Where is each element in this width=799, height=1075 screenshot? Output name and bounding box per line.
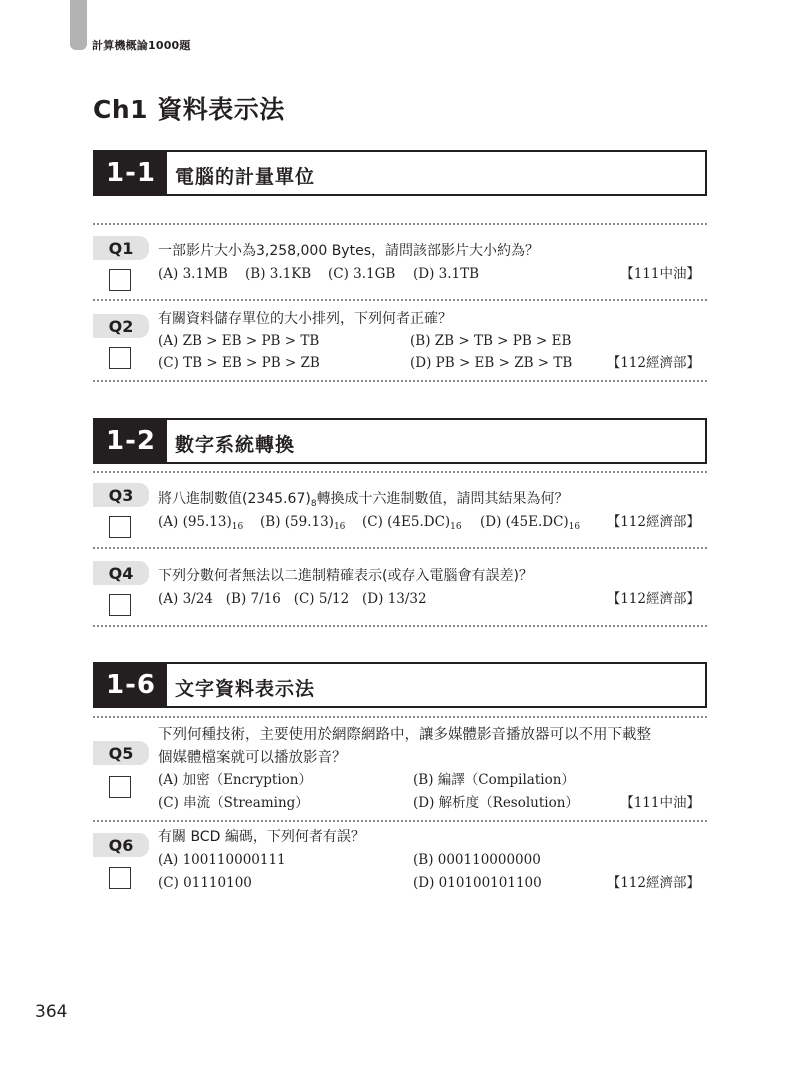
- option-c-q1: (C) 3.1GB: [328, 266, 396, 282]
- option-b-q5: (B) 編譯（Compilation）: [413, 772, 575, 788]
- source-q4: 【112經濟部】: [606, 591, 700, 607]
- question-stem-q5-line1: 下列何種技術，主要使用於網際網路中，讓多媒體影音播放器可以不用下載整: [158, 727, 651, 743]
- running-header: 計算機概論1000題: [92, 39, 191, 52]
- option-a-q2: (A) ZB > EB > PB > TB: [158, 333, 320, 349]
- source-q3: 【112經濟部】: [606, 514, 700, 530]
- section-number: 1-2: [95, 420, 167, 462]
- answer-box-q2[interactable]: [109, 347, 131, 369]
- answer-box-q6[interactable]: [109, 867, 131, 889]
- section-title: 數字系統轉換: [175, 433, 296, 456]
- section-title: 文字資料表示法: [175, 677, 316, 700]
- option-d-q1: (D) 3.1TB: [413, 266, 480, 282]
- option-b-q1: (B) 3.1KB: [245, 266, 312, 282]
- source-q5: 【111中油】: [620, 795, 700, 811]
- answer-box-q5[interactable]: [109, 776, 131, 798]
- question-stem-q4: 下列分數何者無法以二進制精確表示(或存入電腦會有誤差)？: [158, 568, 533, 584]
- dotted-divider: [93, 820, 707, 822]
- question-label-q5: Q5: [93, 741, 149, 765]
- option-d-q6: (D) 010100101100: [413, 875, 542, 891]
- source-q2: 【112經濟部】: [606, 355, 700, 371]
- option-c-q2: (C) TB > EB > PB > ZB: [158, 355, 320, 371]
- question-label-q2: Q2: [93, 314, 149, 338]
- question-stem-q3: 將八進制數值$(2345.67)_8$轉換成十六進制數值，請問其結果為何？: [158, 491, 569, 509]
- answer-box-q1[interactable]: [109, 269, 131, 291]
- option-b-q2: (B) ZB > TB > PB > EB: [410, 333, 572, 349]
- source-q6: 【112經濟部】: [606, 875, 700, 891]
- option-a-q5: (A) 加密（Encryption）: [158, 772, 312, 788]
- option-d-q3: (D) $(45E.DC)_{16}$: [480, 514, 581, 532]
- dotted-divider: [93, 380, 707, 382]
- dotted-divider: [93, 223, 707, 225]
- dotted-divider: [93, 299, 707, 301]
- dotted-divider: [93, 625, 707, 627]
- answer-box-q4[interactable]: [109, 594, 131, 616]
- option-d-q5: (D) 解析度（Resolution）: [413, 795, 579, 811]
- section-heading-1-6: [93, 662, 707, 708]
- page-number: 364: [35, 1002, 68, 1022]
- question-label-q6: Q6: [93, 833, 149, 857]
- option-c-q3: (C) $(4E5.DC)_{16}$: [362, 514, 462, 532]
- question-label-q1: Q1: [93, 236, 149, 260]
- dotted-divider: [93, 471, 707, 473]
- section-heading-1-1: [93, 150, 707, 196]
- question-stem-q6: 有關 BCD 編碼，下列何者有誤？: [158, 829, 365, 845]
- dotted-divider: [93, 547, 707, 549]
- section-number: 1-1: [95, 152, 167, 194]
- option-c-q5: (C) 串流（Streaming）: [158, 795, 309, 811]
- section-heading-1-2: [93, 418, 707, 464]
- source-q1: 【111中油】: [620, 266, 700, 282]
- option-b-q6: (B) 000110000000: [413, 852, 541, 868]
- options-q4: (A) 3/24 (B) 7/16 (C) 5/12 (D) 13/32: [158, 591, 427, 607]
- option-d-q2: (D) PB > EB > ZB > TB: [410, 355, 573, 371]
- dotted-divider: [93, 716, 707, 718]
- chapter-tab-marker: [70, 0, 87, 50]
- question-stem-q5-line2: 個媒體檔案就可以播放影音？: [158, 750, 347, 766]
- option-c-q6: (C) 01110100: [158, 875, 252, 891]
- option-a-q3: (A) $(95.13)_{16}$: [158, 514, 244, 532]
- question-label-q3: Q3: [93, 483, 149, 507]
- chapter-title: Ch1 資料表示法: [93, 95, 285, 124]
- question-label-q4: Q4: [93, 561, 149, 585]
- answer-box-q3[interactable]: [109, 516, 131, 538]
- question-stem-q2: 有關資料儲存單位的大小排列，下列何者正確？: [158, 311, 452, 327]
- option-a-q1: (A) 3.1MB: [158, 266, 228, 282]
- section-title: 電腦的計量單位: [175, 165, 316, 188]
- option-b-q3: (B) $(59.13)_{16}$: [260, 514, 346, 532]
- section-number: 1-6: [95, 664, 167, 706]
- option-a-q6: (A) 100110000111: [158, 852, 286, 868]
- question-stem-q1: 一部影片大小為3,258,000 Bytes，請問該部影片大小約為？: [158, 243, 539, 259]
